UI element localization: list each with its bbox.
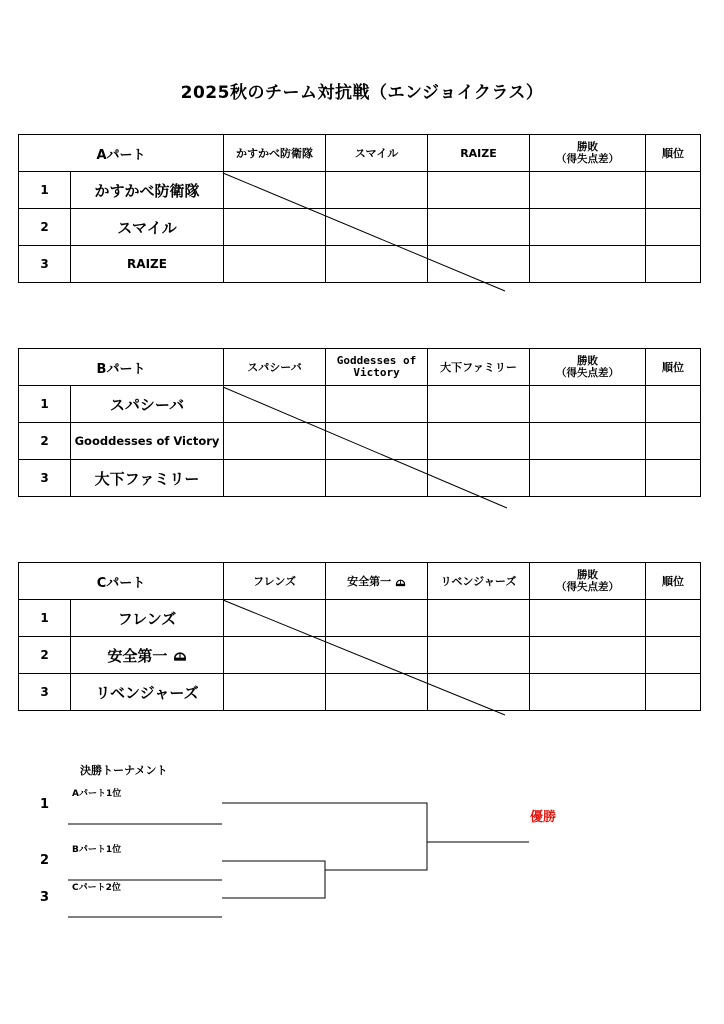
row-number: 3 xyxy=(19,460,71,497)
seed-number: 3 xyxy=(40,890,50,905)
row-number: 3 xyxy=(19,246,71,283)
row-number: 2 xyxy=(19,423,71,460)
column-team-1: フレンズ xyxy=(224,563,326,600)
rank-header: 順位 xyxy=(646,563,701,600)
column-team-2: スマイル xyxy=(326,135,428,172)
tournament-title: 決勝トーナメント xyxy=(80,764,168,777)
column-team-2: Goddesses of Victory xyxy=(326,349,428,386)
row-number: 1 xyxy=(19,386,71,423)
team-name: 大下ファミリー xyxy=(71,460,224,497)
team-name: リベンジャーズ xyxy=(71,674,224,711)
row-number: 1 xyxy=(19,172,71,209)
rank-header: 順位 xyxy=(646,135,701,172)
part-label: Cパート xyxy=(19,563,224,600)
bracket-line xyxy=(222,861,325,898)
rank-header: 順位 xyxy=(646,349,701,386)
bracket-line xyxy=(222,803,427,870)
column-team-3: 大下ファミリー xyxy=(428,349,530,386)
result-sub-label: （得失点差） xyxy=(556,153,619,165)
team-name: RAIZE xyxy=(71,246,224,283)
champion-label: 優勝 xyxy=(530,810,557,825)
part-label: Aパート xyxy=(19,135,224,172)
result-label: 勝敗 xyxy=(577,355,599,367)
part-label: Bパート xyxy=(19,349,224,386)
team-name: スマイル xyxy=(71,209,224,246)
column-team-1: スパシーバ xyxy=(224,349,326,386)
column-team-1: かすかべ防衛隊 xyxy=(224,135,326,172)
row-number: 2 xyxy=(19,637,71,674)
row-number: 2 xyxy=(19,209,71,246)
column-team-3: リベンジャーズ xyxy=(428,563,530,600)
bracket-slot-label: Cパート2位 xyxy=(72,883,121,893)
page-title: 2025秋のチーム対抗戦（エンジョイクラス） xyxy=(180,83,544,103)
result-label: 勝敗 xyxy=(577,141,598,153)
column-team-2-label: 安全第一 xyxy=(347,575,392,588)
result-sub-label: （得失点差） xyxy=(556,581,620,593)
bracket-slot-label: Bパート1位 xyxy=(72,845,122,855)
result-sub-label: （得失点差） xyxy=(556,367,620,379)
team-name: 安全第一 xyxy=(107,646,168,665)
team-name: かすかべ防衛隊 xyxy=(71,172,224,209)
team-name: スパシーバ xyxy=(71,386,224,423)
team-name: Gooddesses of Victory xyxy=(71,423,224,460)
bracket-slot-label: Aパート1位 xyxy=(72,789,122,799)
column-team-3: RAIZE xyxy=(428,135,530,172)
seed-number: 2 xyxy=(40,853,50,868)
row-number: 1 xyxy=(19,600,71,637)
result-label: 勝敗 xyxy=(577,569,599,581)
row-number: 3 xyxy=(19,674,71,711)
team-name: フレンズ xyxy=(71,600,224,637)
seed-number: 1 xyxy=(40,797,50,812)
